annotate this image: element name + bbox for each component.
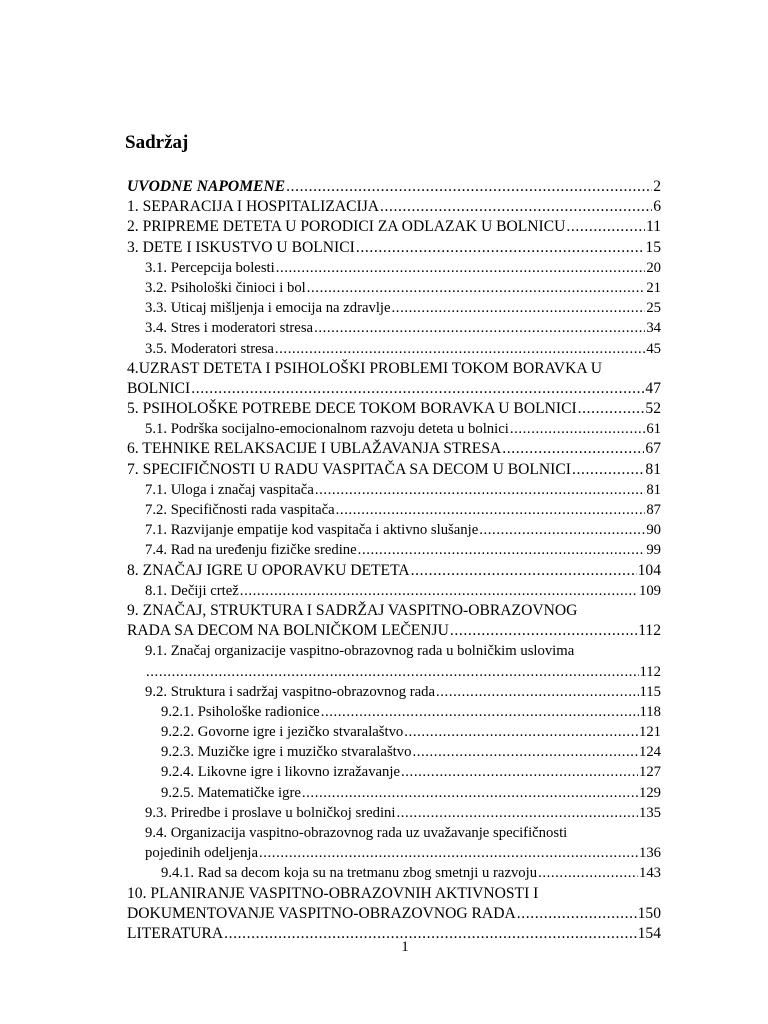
toc-entry-9-2[interactable] (127, 682, 661, 702)
dot-leader (286, 177, 652, 197)
toc-entry-9-4-1[interactable] (127, 863, 661, 883)
dot-leader (392, 298, 646, 318)
toc-entry-7-1[interactable] (127, 480, 661, 500)
toc-entry-page: 150 (637, 904, 661, 922)
toc-entry-title: 9.2.2. Govorne igre i jezičko stvaralaštvo (161, 724, 404, 741)
toc-entry-title: UVODNE NAPOMENE (127, 178, 286, 195)
dot-leader (315, 480, 645, 500)
toc-entry-page: 87 (646, 502, 661, 518)
toc-entry-page: 121 (638, 724, 661, 741)
toc-entry-page: 135 (638, 804, 661, 821)
toc-entry-page: 6 (653, 198, 661, 216)
toc-entry-6[interactable] (127, 439, 661, 459)
toc-entry-2[interactable] (127, 217, 661, 237)
toc-entry-page: 45 (646, 340, 661, 357)
dot-leader (572, 460, 644, 480)
toc-entry-7-1b[interactable] (127, 520, 661, 540)
table-of-contents (127, 177, 661, 944)
toc-entry-title: 3.2. Psihološki činioci i bol (145, 279, 306, 296)
toc-entry-3-3[interactable] (127, 298, 661, 318)
dot-leader (302, 783, 638, 803)
dot-leader (566, 217, 645, 237)
dot-leader (538, 863, 638, 883)
toc-entry-title: 3.1. Percepcija bolesti (145, 259, 275, 276)
toc-entry-9-2-4[interactable] (127, 762, 661, 782)
toc-entry-title: 9.3. Priredbe i proslave u bolničkoj sredini (145, 804, 396, 821)
dot-leader (240, 581, 638, 601)
toc-entry-9-2-3[interactable] (127, 742, 661, 762)
toc-entry-page: 81 (646, 481, 661, 498)
toc-entry-title: 7.1. Razvijanje empatije kod vaspitača i aktivno slušanje (145, 522, 479, 539)
toc-entry-title: 7.2. Specifičnosti rada vaspitača (145, 502, 335, 518)
dot-leader (479, 520, 645, 540)
dot-leader (404, 722, 638, 742)
toc-entry-title: pojedinih odeljenja (145, 845, 258, 862)
toc-entry-5-1[interactable] (127, 419, 661, 439)
dot-leader (396, 803, 638, 823)
toc-entry-page: 136 (638, 845, 661, 862)
toc-entry-7[interactable] (127, 460, 661, 480)
toc-entry-7-4[interactable] (127, 540, 661, 560)
toc-entry-title: 9.2. Struktura i sadržaj vaspitno-obrazovnog rada (145, 683, 435, 700)
toc-entry-page: 67 (645, 440, 661, 458)
toc-entry-9-4-line1[interactable]: 9.4. Organizacija vaspitno-obrazovnog rada uz uvažavanje specifičnosti (145, 825, 568, 841)
toc-entry-1[interactable] (127, 197, 661, 217)
toc-entry-3-4[interactable] (127, 318, 661, 338)
toc-entry-page: 21 (646, 279, 661, 296)
toc-entry-uvodne-napomene[interactable] (127, 177, 661, 197)
toc-entry-title: 5. PSIHOLOŠKE POTREBE DECE TOKOM BORAVKA U BOLNICI (127, 400, 577, 418)
toc-entry-title: 2. PRIPREME DETETA U PORODICI ZA ODLAZAK U BOLNICU (127, 218, 566, 236)
toc-entry-page: 109 (638, 582, 661, 599)
toc-entry-page: 2 (653, 178, 661, 195)
toc-entry-title: 3.5. Moderatori stresa (145, 340, 274, 357)
toc-entry-page: 124 (638, 744, 661, 761)
toc-entry-title: 3.4. Stres i moderatori stresa (145, 320, 314, 337)
toc-entry-9-4[interactable] (127, 843, 661, 863)
toc-entry-title: RADA SA DECOM NA BOLNIČKOM LEČENJU (127, 622, 449, 640)
toc-entry-title: BOLNICI (127, 379, 191, 397)
toc-entry-page: 99 (646, 542, 661, 559)
dot-leader (321, 702, 639, 722)
toc-entry-title: 7. SPECIFIČNOSTI U RADU VASPITAČA SA DECOM U BOLNICI (127, 460, 571, 478)
toc-entry-title: 7.1. Uloga i značaj vaspitača (145, 481, 314, 498)
toc-entry-page: 112 (639, 663, 661, 680)
toc-entry-7-2[interactable] (127, 500, 661, 520)
toc-entry-title: 6. TEHNIKE RELAKSACIJE I UBLAŽAVANJA STRESA (127, 440, 502, 458)
toc-entry-title: 1. SEPARACIJA I HOSPITALIZACIJA (127, 198, 380, 216)
toc-entry-page: 47 (645, 379, 661, 397)
toc-entry-3-2[interactable] (127, 278, 661, 298)
toc-heading: Sadržaj (125, 132, 189, 153)
toc-entry-9-3[interactable] (127, 803, 661, 823)
toc-entry-page: 52 (645, 400, 661, 418)
dot-leader (517, 904, 637, 924)
dot-leader (358, 540, 646, 560)
dot-leader (380, 197, 652, 217)
toc-entry-title: 9.2.4. Likovne igre i likovno izražavanje (161, 764, 401, 781)
dot-leader (502, 439, 644, 459)
dot-leader (191, 379, 644, 399)
toc-entry-9-2-5[interactable] (127, 783, 661, 803)
toc-entry-4[interactable] (127, 379, 661, 399)
toc-entry-page: 25 (646, 300, 661, 317)
toc-entry-8[interactable] (127, 561, 661, 581)
toc-entry-page: 104 (637, 561, 661, 579)
toc-entry-3-1[interactable] (127, 258, 661, 278)
dot-leader (412, 742, 638, 762)
toc-entry-8-1[interactable] (127, 581, 661, 601)
dot-leader (276, 258, 646, 278)
dot-leader (146, 662, 639, 682)
toc-entry-title: 9.2.1. Psihološke radionice (161, 703, 320, 720)
toc-entry-3[interactable] (127, 238, 661, 258)
toc-entry-title: 3. DETE I ISKUSTVO U BOLNICI (127, 238, 355, 256)
toc-entry-9-1-line1[interactable]: 9.1. Značaj organizacije vaspitno-obrazovnog rada u bolničkim uslovima (145, 643, 575, 660)
toc-entry-page: 127 (638, 764, 661, 781)
toc-entry-page: 11 (645, 218, 661, 236)
toc-entry-page: 154 (637, 924, 661, 942)
toc-entry-page: 129 (638, 784, 661, 801)
toc-entry-9-2-2[interactable] (127, 722, 661, 742)
dot-leader (336, 500, 646, 520)
dot-leader (356, 238, 645, 258)
toc-entry-page: 81 (645, 460, 661, 478)
toc-entry-page: 61 (646, 421, 661, 438)
dot-leader (510, 419, 645, 439)
toc-entry-page: 34 (646, 320, 661, 337)
toc-entry-9-line1[interactable]: 9. ZNAČAJ, STRUKTURA I SADRŽAJ VASPITNO-OBRAZOVNOG (127, 601, 578, 619)
dot-leader (314, 318, 645, 338)
toc-entry-9-2-1[interactable] (127, 702, 661, 722)
toc-entry-10[interactable] (127, 904, 661, 924)
dot-leader (450, 621, 637, 641)
toc-entry-page: 112 (638, 622, 661, 640)
dot-leader (401, 762, 638, 782)
toc-entry-title: 8.1. Dečiji crtež (145, 582, 239, 599)
toc-entry-page: 118 (639, 703, 661, 720)
dot-leader (436, 682, 639, 702)
toc-entry-title: 7.4. Rad na uređenju fizičke sredine (145, 542, 357, 559)
toc-entry-title: 8. ZNAČAJ IGRE U OPORAVKU DETETA (127, 561, 410, 579)
toc-entry-5[interactable] (127, 399, 661, 419)
toc-entry-page: 90 (646, 522, 661, 539)
dot-leader (411, 561, 637, 581)
toc-entry-title: 9.4.1. Rad sa decom koja su na tretmanu zbog smetnji u razvoju (161, 865, 538, 882)
toc-entry-page: 15 (645, 238, 661, 256)
dot-leader (275, 339, 645, 359)
page-number: 1 (401, 939, 409, 955)
toc-entry-3-5[interactable] (127, 339, 661, 359)
toc-entry-title: 3.3. Uticaj mišljenja i emocija na zdravlje (145, 300, 391, 317)
toc-entry-10-line1[interactable]: 10. PLANIRANJE VASPITNO-OBRAZOVNIH AKTIVNOSTI I (127, 884, 539, 902)
dot-leader (259, 843, 638, 863)
toc-entry-9-1[interactable] (127, 662, 661, 682)
toc-entry-page: 20 (646, 259, 661, 276)
toc-entry-4-line1[interactable]: 4.UZRAST DETETA I PSIHOLOŠKI PROBLEMI TOKOM BORAVKA U (127, 359, 602, 377)
toc-entry-title: LITERATURA (127, 924, 224, 942)
toc-entry-title: 5.1. Podrška socijalno-emocionalnom razvoju deteta u bolnici (145, 421, 509, 438)
toc-entry-page: 115 (639, 683, 661, 700)
toc-entry-title: 9.2.3. Muzičke igre i muzičko stvaralaštvo (161, 744, 412, 761)
dot-leader (578, 399, 645, 419)
dot-leader (307, 278, 646, 298)
toc-entry-page: 143 (638, 865, 661, 882)
toc-entry-9[interactable] (127, 621, 661, 641)
toc-entry-title: 9.2.5. Matematičke igre (161, 784, 301, 801)
toc-entry-title: DOKUMENTOVANJE VASPITNO-OBRAZOVNOG RADA (127, 904, 516, 922)
